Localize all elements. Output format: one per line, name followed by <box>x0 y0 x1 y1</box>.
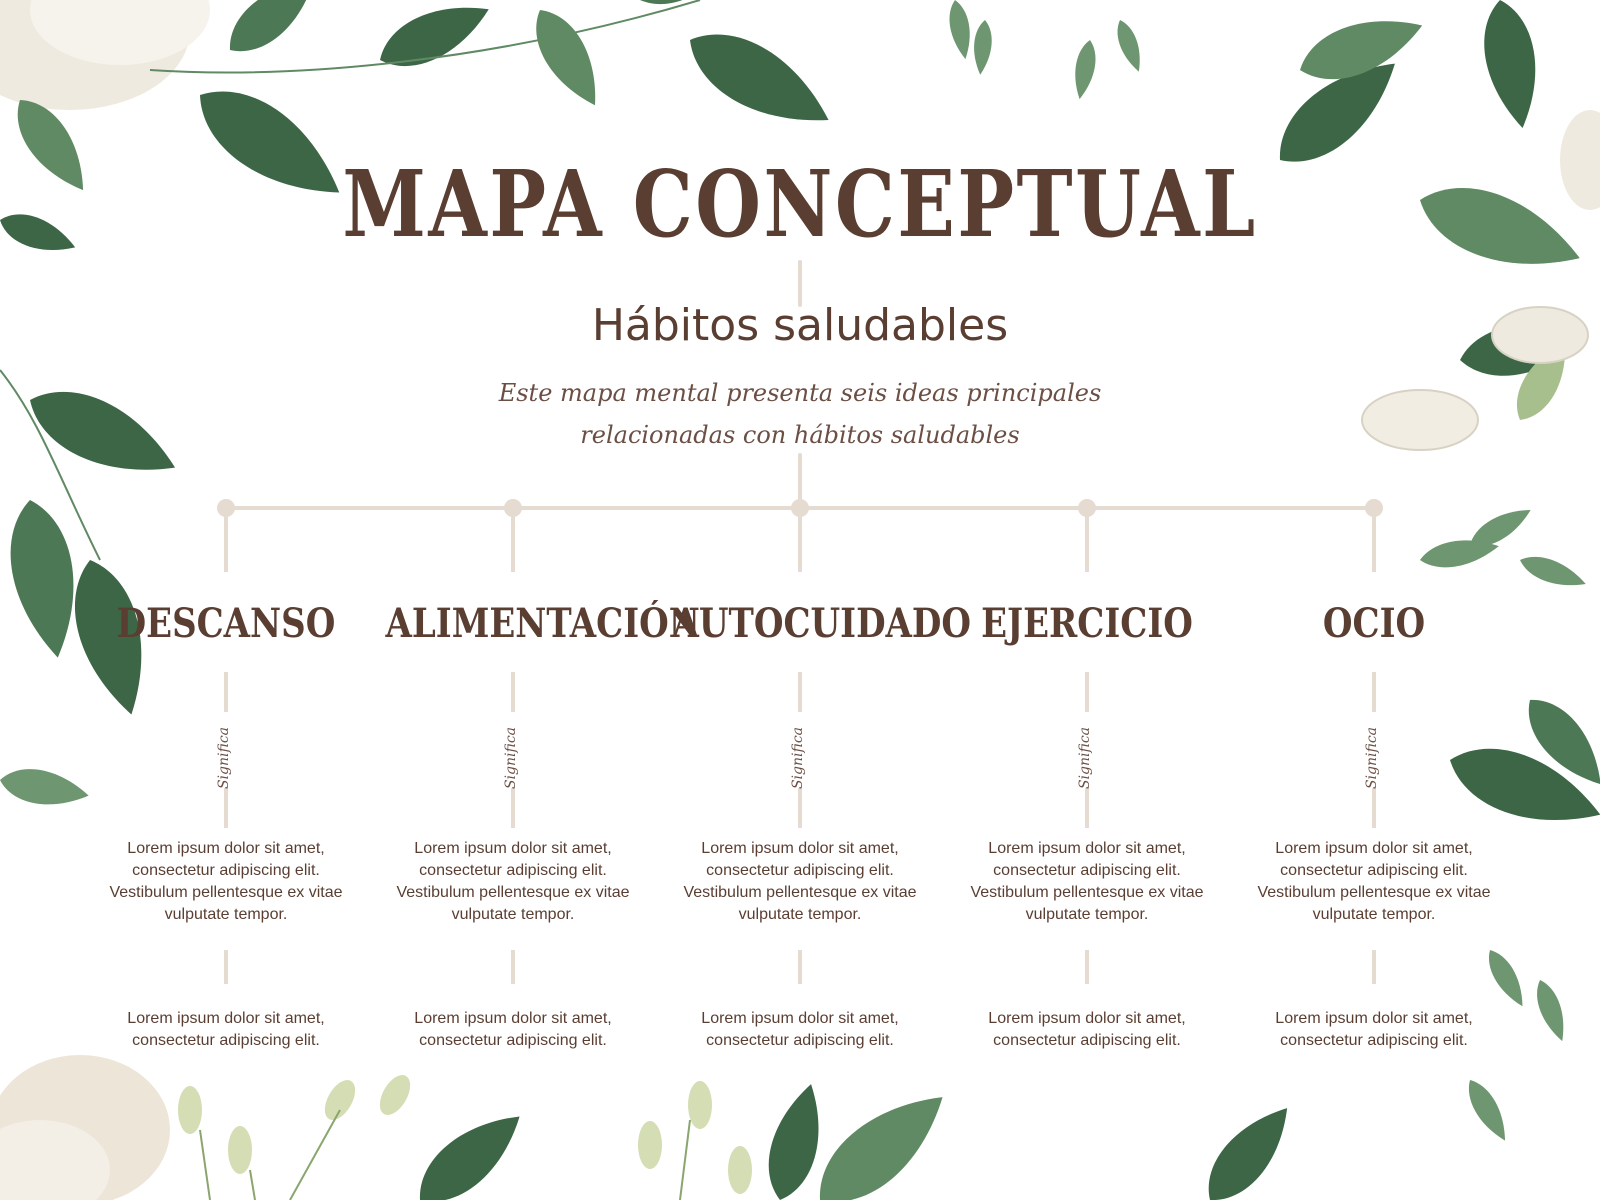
branch-title: ALIMENTACIÓN <box>385 600 700 647</box>
branch-footer: Lorem ipsum dolor sit amet, consectetur adipiscing elit. <box>414 1010 612 1049</box>
page-subtitle: Hábitos saludables <box>591 300 1009 351</box>
page-title: MAPA CONCEPTUAL <box>342 150 1258 258</box>
page-description: Este mapa mental presenta seis ideas principales relacionadas con hábitos saludables <box>498 379 1102 449</box>
branch-node-dot <box>791 499 809 517</box>
branch-footer: Lorem ipsum dolor sit amet, consectetur adipiscing elit. <box>1275 1010 1473 1049</box>
branch-title: DESCANSO <box>116 600 336 647</box>
branch-node-dot <box>1365 499 1383 517</box>
branch-title: EJERCICIO <box>981 600 1193 647</box>
branch-label: Significa <box>1077 726 1093 790</box>
branch-node-dot <box>217 499 235 517</box>
branch-label: Significa <box>1364 726 1380 790</box>
branch-text: Lorem ipsum dolor sit amet, consectetur adipiscing elit. Vestibulum pellentesque ex vitae vulputate tempor. <box>970 840 1204 923</box>
branch-label: Significa <box>216 726 232 790</box>
branch-text: Lorem ipsum dolor sit amet, consectetur adipiscing elit. Vestibulum pellentesque ex vitae vulputate tempor. <box>1257 840 1491 923</box>
branch-title: OCIO <box>1322 600 1426 647</box>
branch-label: Significa <box>503 726 519 790</box>
branch-text: Lorem ipsum dolor sit amet, consectetur adipiscing elit. Vestibulum pellentesque ex vitae vulputate tempor. <box>683 840 917 923</box>
branch-footer: Lorem ipsum dolor sit amet, consectetur adipiscing elit. <box>127 1010 325 1049</box>
branch-footer: Lorem ipsum dolor sit amet, consectetur adipiscing elit. <box>701 1010 899 1049</box>
branch-footer: Lorem ipsum dolor sit amet, consectetur adipiscing elit. <box>988 1010 1186 1049</box>
branch-text: Lorem ipsum dolor sit amet, consectetur adipiscing elit. Vestibulum pellentesque ex vitae vulputate tempor. <box>109 840 343 923</box>
branch-title: AUTOCUIDADO <box>672 600 972 647</box>
branch-node-dot <box>504 499 522 517</box>
branch-label: Significa <box>790 726 806 790</box>
branch-text: Lorem ipsum dolor sit amet, consectetur adipiscing elit. Vestibulum pellentesque ex vitae vulputate tempor. <box>396 840 630 923</box>
branch-node-dot <box>1078 499 1096 517</box>
